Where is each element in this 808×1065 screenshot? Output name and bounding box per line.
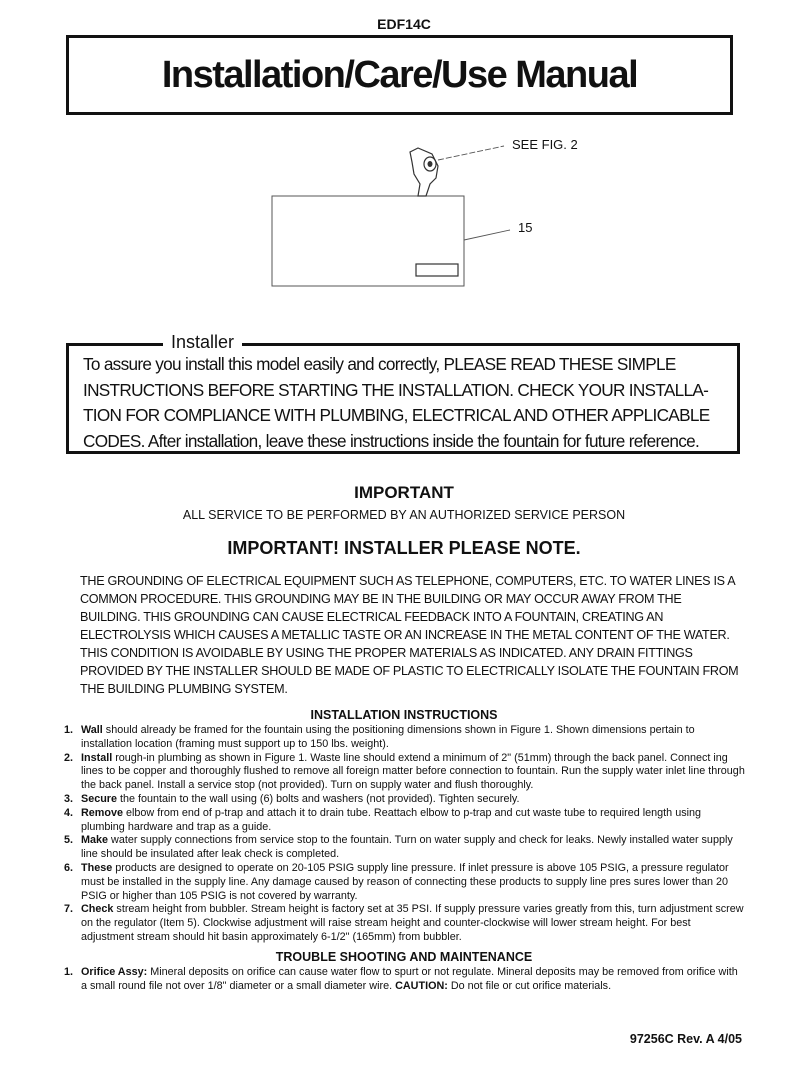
item-number: 7. (64, 903, 74, 916)
trouble-heading: TROUBLE SHOOTING AND MAINTENANCE (275, 950, 533, 964)
item-keyword: Orifice Assy: (81, 966, 148, 978)
caution-keyword: CAUTION: (395, 979, 448, 992)
item-text: the fountain to the wall using (6) bolts and washers (not provided). Tighten securely. (117, 792, 520, 805)
installation-list (64, 724, 746, 945)
item-number: 2. (64, 751, 74, 764)
item-number: 4. (64, 806, 74, 819)
model-number: EDF14C (377, 16, 431, 32)
item-number: 6. (64, 861, 74, 874)
item-text: stream height from bubbler. Stream height is factory set at 35 PSI. If supply pressure varies greatly from this, turn adjustment screw on the regulator (Item 5). Clockwise adjustment will raise stream height and counter-clockwise will lower stream height. For best adjustment stream should hit basin approximately 6-1/2" (165mm) from bubbler. (81, 903, 744, 943)
list-item (64, 903, 746, 944)
title-box (66, 35, 733, 115)
installer-notice (66, 332, 740, 454)
item-keyword: Wall (81, 724, 103, 736)
list-item (64, 724, 746, 752)
item-keyword: Secure (81, 792, 118, 805)
item-text: Mineral deposits on orifice can cause water flow to spurt or not regulate. Mineral deposits may be removed from orifice with a small round file not over 1/8" diameter or a small diameter wire. (81, 966, 738, 992)
list-item (64, 752, 746, 793)
list-item (64, 966, 746, 994)
important-subtext: ALL SERVICE TO BE PERFORMED BY AN AUTHORIZED SERVICE PERSON (182, 508, 626, 522)
item-text: products are designed to operate on 20-105 PSIG supply line pressure. If inlet pressure is above 105 PSIG, a pressure regulator must be installed in the supply line. Any damage caused by reason of connecting these products to supply line pres sures lower than 20 PSIG or higher than 105 PSIG is not covered by warranty. (81, 861, 729, 902)
label-see-fig-2: SEE FIG. 2 (512, 137, 578, 152)
item-text: elbow from end of p-trap and attach it to drain tube. Reattach elbow to p-trap and cut waste tube to required length using plumbing hardware and trap as a guide. (81, 806, 702, 833)
installation-heading: INSTALLATION INSTRUCTIONS (310, 708, 498, 722)
item-number: 5. (64, 834, 74, 847)
item-number: 1. (64, 724, 74, 736)
label-item-15: 15 (518, 220, 533, 235)
caution-text: Do not file or cut orifice materials. (447, 979, 612, 992)
item-keyword: Check (81, 903, 114, 916)
fountain-illustration (260, 134, 600, 304)
document-number: 97256C Rev. A 4/05 (629, 1032, 742, 1046)
item-keyword: These (81, 861, 113, 874)
item-text: rough-in plumbing as shown in Figure 1. Waste line should extend a minimum of 2" (51mm) through the back panel. Connect ing lines to be copper and thoroughly flushed to remove all foreign matter before connection to fountain. Run the supply water inlet line through the back panel. Install a service stop (not provided). Turn on supply water and flush thoroughly. (81, 751, 745, 792)
item-keyword: Make (81, 834, 109, 847)
list-item (64, 862, 746, 903)
list-item (64, 807, 746, 835)
installer-text: To assure you install this model easily and correctly, PLEASE READ THESE SIMPLE INSTRUCTIONS BEFORE STARTING THE INSTALLATION. CHECK YOUR INSTALLA-TION FOR COMPLIANCE WITH PLUMBING, ELECTRICAL AND OTHER APPLICABLE CODES. After installation, leave these instructions inside the fountain for future reference. (83, 354, 710, 451)
item-keyword: Install (81, 751, 113, 764)
item-text: water supply connections from service stop to the fountain. Turn on water supply and check for leaks. Newly installed water supply line should be insulated after leak check is completed. (81, 834, 733, 861)
item-text: should already be framed for the fountain using the positioning dimensions shown in Figure 1. Shown dimensions pertain to installation location (framing must support up to 150 lbs. weight). (81, 724, 695, 750)
installer-label: Installer (163, 332, 242, 353)
fountain-figure (260, 134, 600, 304)
item-number: 1. (64, 966, 74, 978)
important-heading: IMPORTANT (354, 483, 454, 502)
list-item (64, 834, 746, 862)
grounding-paragraph: THE GROUNDING OF ELECTRICAL EQUIPMENT SUCH AS TELEPHONE, COMPUTERS, ETC. TO WATER LINES IS A COMMON PROCEDURE. THIS GROUNDING MAY BE IN THE BUILDING OR MAY OCCUR AWAY FROM THE BUILDING. THIS GROUNDING CAN CAUSE ELECTRICAL FEEDBACK INTO A FOUNTAIN, CREATING AN ELECTROLYSIS WHICH CAUSES A METALLIC TASTE OR AN INCREASE IN THE METAL CONTENT OF THE WATER. THIS CONDITION IS AVOIDABLE BY USING THE PROPER MATERIALS AS INDICATED. ANY DRAIN FITTINGS PROVIDED BY THE INSTALLER SHOULD BE MADE OF PLASTIC TO ELECTRICALLY ISOLATE THE FOUNTAIN FROM THE BUILDING PLUMBING SYSTEM. (80, 574, 739, 696)
item-number: 3. (64, 792, 74, 805)
installer-note-heading: IMPORTANT! INSTALLER PLEASE NOTE. (227, 538, 581, 558)
item-keyword: Remove (81, 806, 124, 819)
trouble-list (64, 966, 746, 994)
page-title: Installation/Care/Use Manual (161, 53, 638, 96)
list-item (64, 793, 746, 807)
